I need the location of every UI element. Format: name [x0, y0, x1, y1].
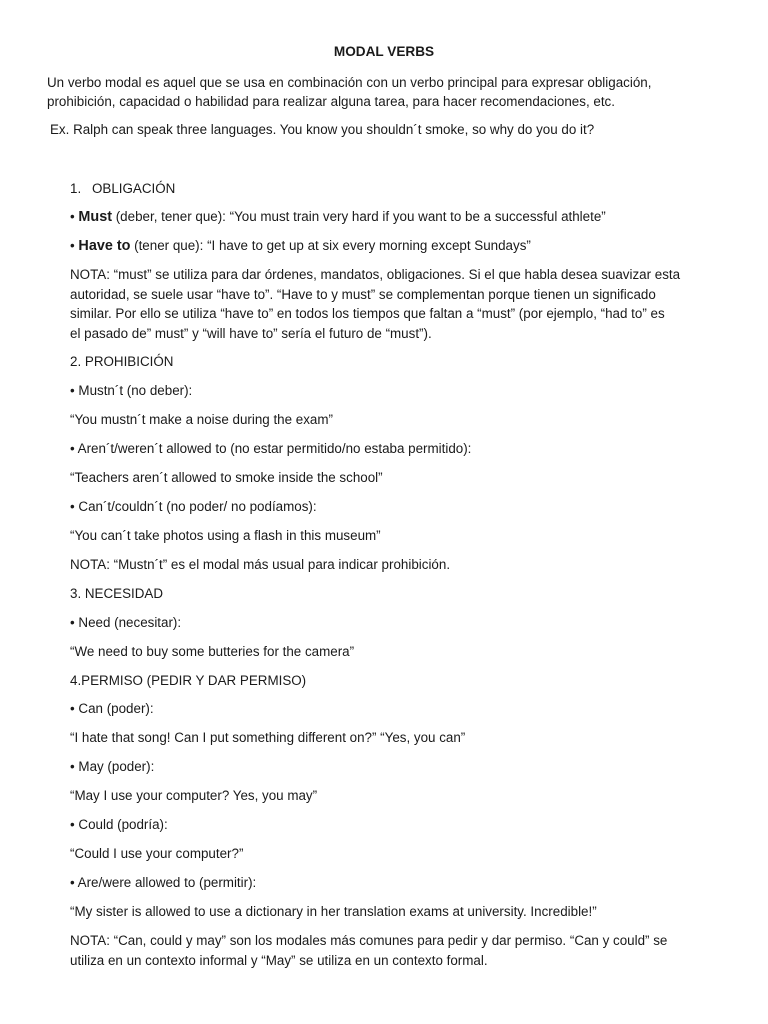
permiso-quote-can: “I hate that song! Can I put something different on?” “Yes, you can” [70, 730, 466, 745]
prohibicion-quote-allowed: “Teachers aren´t allowed to smoke inside the school” [70, 470, 383, 485]
section-necesidad-heading: 3. NECESIDAD [70, 586, 164, 601]
intro-line-2: prohibición, capacidad o habilidad para realizar alguna tarea, para hacer recomendaciones, etc. [47, 94, 615, 109]
section-number: 1. [70, 181, 82, 196]
bullet-glyph: • [70, 209, 79, 224]
must-term: Must [78, 209, 112, 225]
section-heading-text: OBLIGACIÓN [92, 181, 176, 196]
permiso-bullet-allowed: • Are/were allowed to (permitir): [70, 875, 257, 890]
permiso-nota-line-1: NOTA: “Can, could y may” son los modales más comunes para pedir y dar permiso. “Can y could” se [70, 933, 668, 948]
necesidad-bullet-need: • Need (necesitar): [70, 615, 182, 630]
document-title: MODAL VERBS [333, 44, 435, 59]
prohibicion-nota: NOTA: “Mustn´t” es el modal más usual para indicar prohibición. [70, 557, 451, 572]
prohibicion-bullet-cant: • Can´t/couldn´t (no poder/ no podíamos): [70, 499, 317, 514]
permiso-quote-could: “Could I use your computer?” [70, 846, 244, 861]
permiso-quote-may: “May I use your computer? Yes, you may” [70, 788, 318, 803]
prohibicion-quote-cant: “You can´t take photos using a flash in this museum” [70, 528, 381, 543]
prohibicion-bullet-allowed: • Aren´t/weren´t allowed to (no estar permitido/no estaba permitido): [70, 441, 472, 456]
prohibicion-bullet-mustnt: • Mustn´t (no deber): [70, 383, 193, 398]
necesidad-quote-need: “We need to buy some butteries for the camera” [70, 644, 355, 659]
prohibicion-quote-mustnt: “You mustn´t make a noise during the exam” [70, 412, 333, 427]
obligacion-nota-line-1: NOTA: “must” se utiliza para dar órdenes, mandatos, obligaciones. Si el que habla desea suavizar esta [70, 267, 681, 282]
permiso-bullet-could: • Could (podría): [70, 817, 168, 832]
must-description: (deber, tener que): “You must train very hard if you want to be a successful athlete” [112, 209, 606, 224]
permiso-nota-line-2: utiliza en un contexto informal y “May” se utiliza en un contexto formal. [70, 953, 488, 968]
example-sentence: Ex. Ralph can speak three languages. You know you shouldn´t smoke, so why do you do it? [50, 122, 595, 137]
must-bullet [70, 207, 606, 227]
bullet-glyph: • [70, 238, 79, 253]
haveto-term: Have to [78, 238, 131, 254]
section-obligacion-heading [70, 179, 175, 198]
obligacion-nota-line-3: similar. Por ello se utiliza “have to” en todos los tiempos que faltan a “must” (por ejemplo, “had to” es [70, 306, 665, 321]
section-permiso-heading: 4.PERMISO (PEDIR Y DAR PERMISO) [70, 673, 307, 688]
obligacion-nota-line-2: autoridad, se suele usar “have to”. “Have to y must” se complementan porque tienen un significado [70, 287, 656, 302]
haveto-description: (tener que): “I have to get up at six every morning except Sundays” [130, 238, 531, 253]
haveto-bullet [70, 236, 531, 256]
intro-line-1: Un verbo modal es aquel que se usa en combinación con un verbo principal para expresar obligación, [47, 75, 652, 90]
section-prohibicion-heading: 2. PROHIBICIÓN [70, 354, 174, 369]
permiso-bullet-can: • Can (poder): [70, 701, 154, 716]
permiso-bullet-may: • May (poder): [70, 759, 155, 774]
obligacion-nota-line-4: el pasado de” must” y “will have to” sería el futuro de “must”). [70, 326, 432, 341]
permiso-quote-allowed: “My sister is allowed to use a dictionary in her translation exams at university. Incredible!” [70, 904, 597, 919]
